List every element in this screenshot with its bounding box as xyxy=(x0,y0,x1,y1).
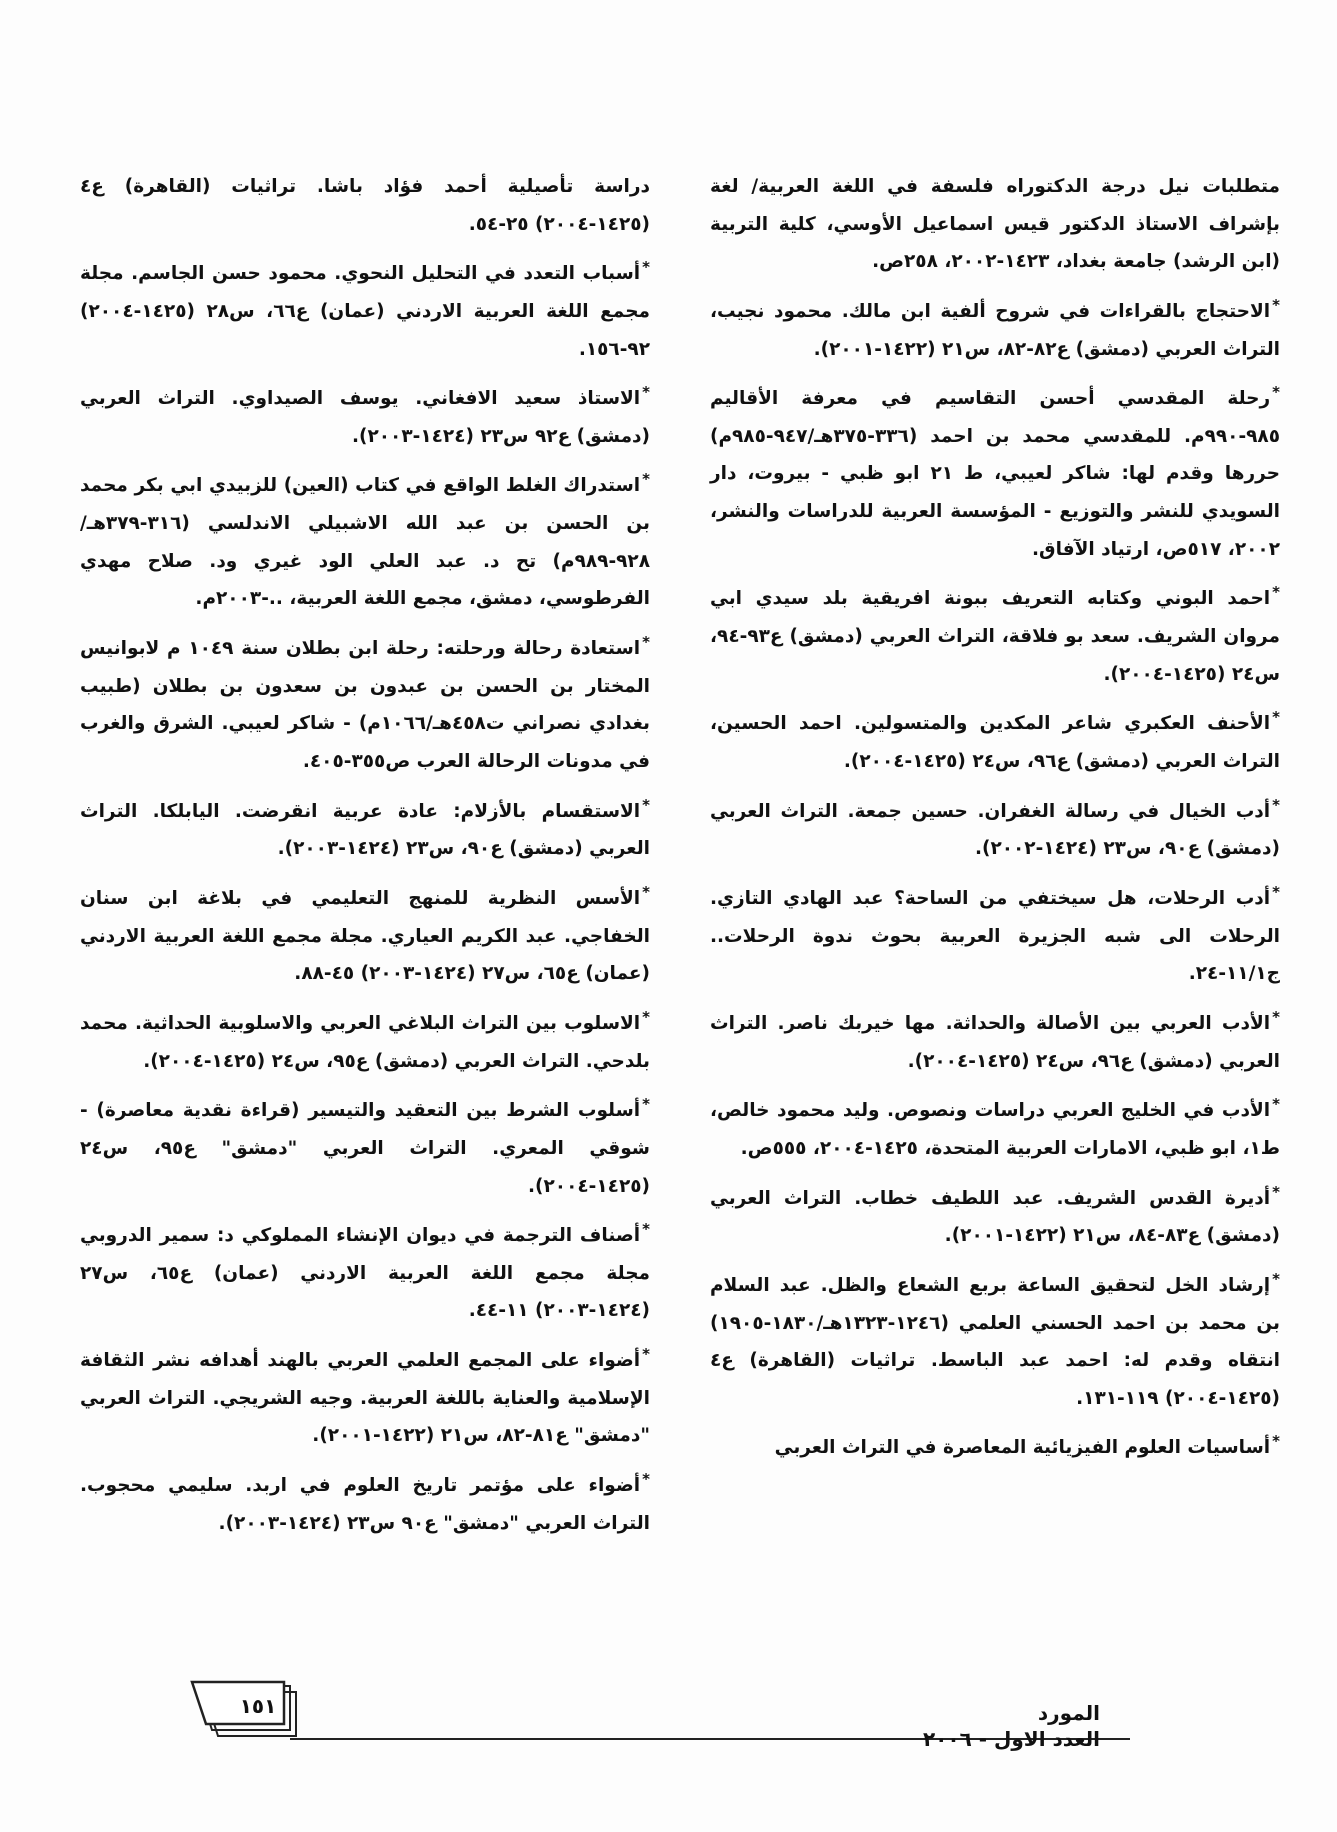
asterisk-icon: * xyxy=(1272,1095,1280,1114)
asterisk-icon: * xyxy=(1272,1269,1280,1288)
journal-info xyxy=(923,1700,1100,1752)
bibliography-entry xyxy=(710,1261,1280,1418)
left-column xyxy=(80,168,650,1628)
entry-text xyxy=(80,1461,650,1542)
asterisk-icon: * xyxy=(1272,1432,1280,1451)
entry-text xyxy=(80,1336,650,1455)
entry-text xyxy=(710,874,1280,993)
entry-body: رحلة المقدسي أحسن التقاسيم في معرفة الأقاليم ٩٨٥-٩٩٠م. للمقدسي محمد بن احمد (٣٣٦-٣٧٥هـ/٩٤٧-٩٨٥م) حررها وقدم لها: شاكر لعيبي، ط ٢١ ابو ظبي - بيروت، دار السويدي للنشر والتوزيع - المؤسسة العربية للدراسات والنشر، ٢٠٠٢، ٥١٧ص، ارتياد الآفاق. xyxy=(710,388,1280,560)
entry-text xyxy=(80,999,650,1080)
asterisk-icon: * xyxy=(642,1095,650,1114)
asterisk-icon: * xyxy=(1272,795,1280,814)
entry-text xyxy=(80,1086,650,1205)
entry-body: أدب الخيال في رسالة الغفران. حسين جمعة. التراث العربي (دمشق) ع٩٠، س٢٣ (١٤٢٤-٢٠٠٢). xyxy=(710,800,1280,860)
bibliography-entry xyxy=(80,1086,650,1205)
entry-body: أدب الرحلات، هل سيختفي من الساحة؟ عبد الهادي التازي. الرحلات الى شبه الجزيرة العربية بحوث ندوة الرحلات.. ج١١/١-٢٤. xyxy=(710,888,1280,985)
bibliography-entry xyxy=(710,1086,1280,1167)
asterisk-icon: * xyxy=(1272,295,1280,314)
asterisk-icon: * xyxy=(642,633,650,651)
entry-text xyxy=(80,1211,650,1330)
entry-body: استدراك الغلط الواقع في كتاب (العين) للزبيدي ابي بكر محمد بن الحسن بن عبد الله الاشبيلي الاندلسي (٣١٦-٣٧٩هـ/٩٢٨-٩٨٩م) تح د. عبد العلي الود غيري ود. صلاح مهدي الفرطوسي، دمشق، مجمع اللغة العربية، ..-٢٠٠٣م. xyxy=(80,475,650,610)
entry-body: الاحتجاج بالقراءات في شروح ألفية ابن مالك. محمود نجيب، التراث العربي (دمشق) ع٨٢-٨٢، س٢١ (١٤٢٢-٢٠٠١). xyxy=(710,300,1280,360)
asterisk-icon: * xyxy=(642,383,650,402)
entry-text xyxy=(710,168,1280,281)
entry-text xyxy=(710,1086,1280,1167)
asterisk-icon: * xyxy=(1272,583,1280,602)
bibliography-entry xyxy=(710,574,1280,693)
bibliography-entry xyxy=(710,1423,1280,1467)
asterisk-icon: * xyxy=(642,1220,650,1239)
entry-body: الأدب العربي بين الأصالة والحداثة. مها خيربك ناصر. التراث العربي (دمشق) ع٩٦، س٢٤ (١٤٢٥-٢٠٠٤). xyxy=(710,1012,1280,1072)
bibliography-entry xyxy=(80,999,650,1080)
entry-body: أسلوب الشرط بين التعقيد والتيسير (قراءة نقدية معاصرة) - شوقي المعري. التراث العربي "دمشق" ع٩٥، س٢٤ (١٤٢٥-٢٠٠٤). xyxy=(80,1100,650,1197)
entry-text xyxy=(80,168,650,243)
entry-text xyxy=(710,999,1280,1080)
bibliography-entry xyxy=(710,374,1280,568)
bibliography-entry xyxy=(80,1336,650,1455)
page-number: ١٥١ xyxy=(239,1694,277,1718)
asterisk-icon: * xyxy=(642,1469,650,1488)
asterisk-icon: * xyxy=(642,1345,650,1364)
entry-body: الاستقسام بالأزلام: عادة عربية انقرضت. اليابلكا. التراث العربي (دمشق) ع٩٠، س٢٣ (١٤٢٤-٢٠٠٣). xyxy=(80,800,650,860)
entry-body: الأدب في الخليج العربي دراسات ونصوص. وليد محمود خالص، ط١، ابو ظبي، الامارات العربية المتحدة، ١٤٢٥-٢٠٠٤، ٥٥٥ص. xyxy=(710,1100,1280,1159)
page-number-badge xyxy=(190,1680,300,1740)
entry-text xyxy=(710,1423,1280,1467)
bibliography-entry xyxy=(710,168,1280,281)
right-column xyxy=(710,168,1280,1628)
entry-body: أساسيات العلوم الفيزيائية المعاصرة في التراث العربي xyxy=(774,1437,1271,1459)
entry-text xyxy=(710,1261,1280,1418)
entry-body: الأسس النظرية للمنهج التعليمي في بلاغة ابن سنان الخفاجي. عبد الكريم العياري. مجلة مجمع اللغة العربية الاردني (عمان) ع٦٥، س٢٧ (١٤٢٤-٢٠٠٣) ٤٥-٨٨. xyxy=(80,888,650,985)
entry-text xyxy=(710,787,1280,868)
entry-body: استعادة رحالة ورحلته: رحلة ابن بطلان سنة ١٠٤٩ م لابوانيس المختار بن الحسن بن عبدون بن سعدون بن بطلان (طبيب بغدادي نصراني ت٤٥٨هـ/١٠٦٦م) - شاكر لعيبي. الشرق والغرب في مدونات الرحالة العرب ص٣٥٥-٤٠٥. xyxy=(80,638,651,772)
bibliography-entry xyxy=(710,874,1280,993)
entry-body: أصناف الترجمة في ديوان الإنشاء المملوكي د: سمير الدروبي مجلة مجمع اللغة العربية الاردني (عمان) ع٦٥، س٢٧ (١٤٢٤-٢٠٠٣) ١١-٤٤. xyxy=(80,1225,650,1322)
entry-text xyxy=(80,461,650,618)
bibliography-entry xyxy=(80,624,650,781)
entry-text xyxy=(80,249,650,368)
entry-body: الاستاذ سعيد الافغاني. يوسف الصيداوي. التراث العربي (دمشق) ع٩٢ س٢٣ (١٤٢٤-٢٠٠٣). xyxy=(80,388,650,447)
bibliography-entry xyxy=(80,1461,650,1542)
entry-body: احمد البوني وكتابه التعريف ببونة افريقية بلد سيدي ابي مروان الشريف. سعد بو فلاقة، التراث العربي (دمشق) ع٩٣-٩٤، س٢٤ (١٤٢٥-٢٠٠٤). xyxy=(710,588,1280,685)
bibliography-entry xyxy=(710,999,1280,1080)
entry-text xyxy=(710,574,1280,693)
asterisk-icon: * xyxy=(1272,383,1280,402)
entry-text xyxy=(710,287,1280,368)
bibliography-entry xyxy=(80,461,650,618)
bibliography-entry xyxy=(710,287,1280,368)
entry-body: أضواء على المجمع العلمي العربي بالهند أهدافه نشر الثقافة الإسلامية والعناية باللغة العربية. وجيه الشريجي. التراث العربي "دمشق" ع٨١-٨٢، س٢١ (١٤٢٢-٢٠٠١). xyxy=(80,1350,650,1447)
journal-name: المورد xyxy=(1037,1701,1100,1725)
asterisk-icon: * xyxy=(642,258,650,277)
entry-body: أسباب التعدد في التحليل النحوي. محمود حسن الجاسم. مجلة مجمع اللغة العربية الاردني (عمان) ع٦٦، س٢٨ (١٤٢٥-٢٠٠٤) ٩٢-١٥٦. xyxy=(80,263,650,360)
entry-body: متطلبات نيل درجة الدكتوراه فلسفة في اللغة العربية/ لغة بإشراف الاستاذ الدكتور قيس اسماعيل الأوسي، كلية التربية (ابن الرشد) جامعة بغداد، ١٤٢٣-٢٠٠٢، ٢٥٨ص. xyxy=(710,176,1280,273)
entry-text xyxy=(710,699,1280,780)
asterisk-icon: * xyxy=(642,1007,650,1026)
asterisk-icon: * xyxy=(1272,708,1280,727)
entry-text xyxy=(710,374,1280,568)
bibliography-entry xyxy=(710,787,1280,868)
entry-text xyxy=(80,374,650,455)
text-columns xyxy=(80,168,1280,1628)
asterisk-icon: * xyxy=(642,470,650,489)
entry-text xyxy=(80,874,650,993)
bibliography-entry xyxy=(710,1174,1280,1255)
entry-body: الأحنف العكبري شاعر المكدين والمتسولين. احمد الحسين، التراث العربي (دمشق) ع٩٦، س٢٤ (١٤٢٥-٢٠٠٤). xyxy=(710,713,1280,772)
bibliography-entry xyxy=(80,787,650,868)
entry-text xyxy=(80,787,650,868)
bibliography-entry xyxy=(80,874,650,993)
bibliography-entry xyxy=(710,699,1280,780)
bibliography-entry xyxy=(80,249,650,368)
bibliography-entry xyxy=(80,374,650,455)
journal-issue: العدد الاول - ٢٠٠٦ xyxy=(922,1727,1100,1751)
asterisk-icon: * xyxy=(642,882,650,901)
bibliography-entry xyxy=(80,1211,650,1330)
asterisk-icon: * xyxy=(1272,882,1280,901)
page-footer xyxy=(190,1680,1130,1790)
bibliography-entry xyxy=(80,168,650,243)
entry-body: أديرة القدس الشريف. عبد اللطيف خطاب. التراث العربي (دمشق) ع٨٣-٨٤، س٢١ (١٤٢٢-٢٠٠١). xyxy=(710,1187,1280,1247)
entry-body: أضواء على مؤتمر تاريخ العلوم في اربد. سليمي محجوب. التراث العربي "دمشق" ع٩٠ س٢٣ (١٤٢٤-٢٠٠٣). xyxy=(80,1475,650,1534)
entry-body: إرشاد الخل لتحقيق الساعة بربع الشعاع والظل. عبد السلام بن محمد بن احمد الحسني العلمي (١٢٤٦-١٣٢٣هـ/١٨٣٠-١٩٠٥) انتقاه وقدم له: احمد عبد الباسط. تراثيات (القاهرة) ع٤ (١٤٢٥-٢٠٠٤) ١١٩-١٣١. xyxy=(710,1275,1280,1409)
asterisk-icon: * xyxy=(642,795,650,814)
asterisk-icon: * xyxy=(1272,1007,1280,1026)
entry-text xyxy=(80,624,650,781)
entry-body: الاسلوب بين التراث البلاغي العربي والاسلوبية الحداثية. محمد بلدحي. التراث العربي (دمشق) ع٩٥، س٢٤ (١٤٢٥-٢٠٠٤). xyxy=(80,1012,650,1072)
entry-body: دراسة تأصيلية أحمد فؤاد باشا. تراثيات (القاهرة) ع٤ (١٤٢٥-٢٠٠٤) ٢٥-٥٤. xyxy=(80,176,650,235)
entry-text xyxy=(710,1174,1280,1255)
asterisk-icon: * xyxy=(1272,1182,1280,1201)
